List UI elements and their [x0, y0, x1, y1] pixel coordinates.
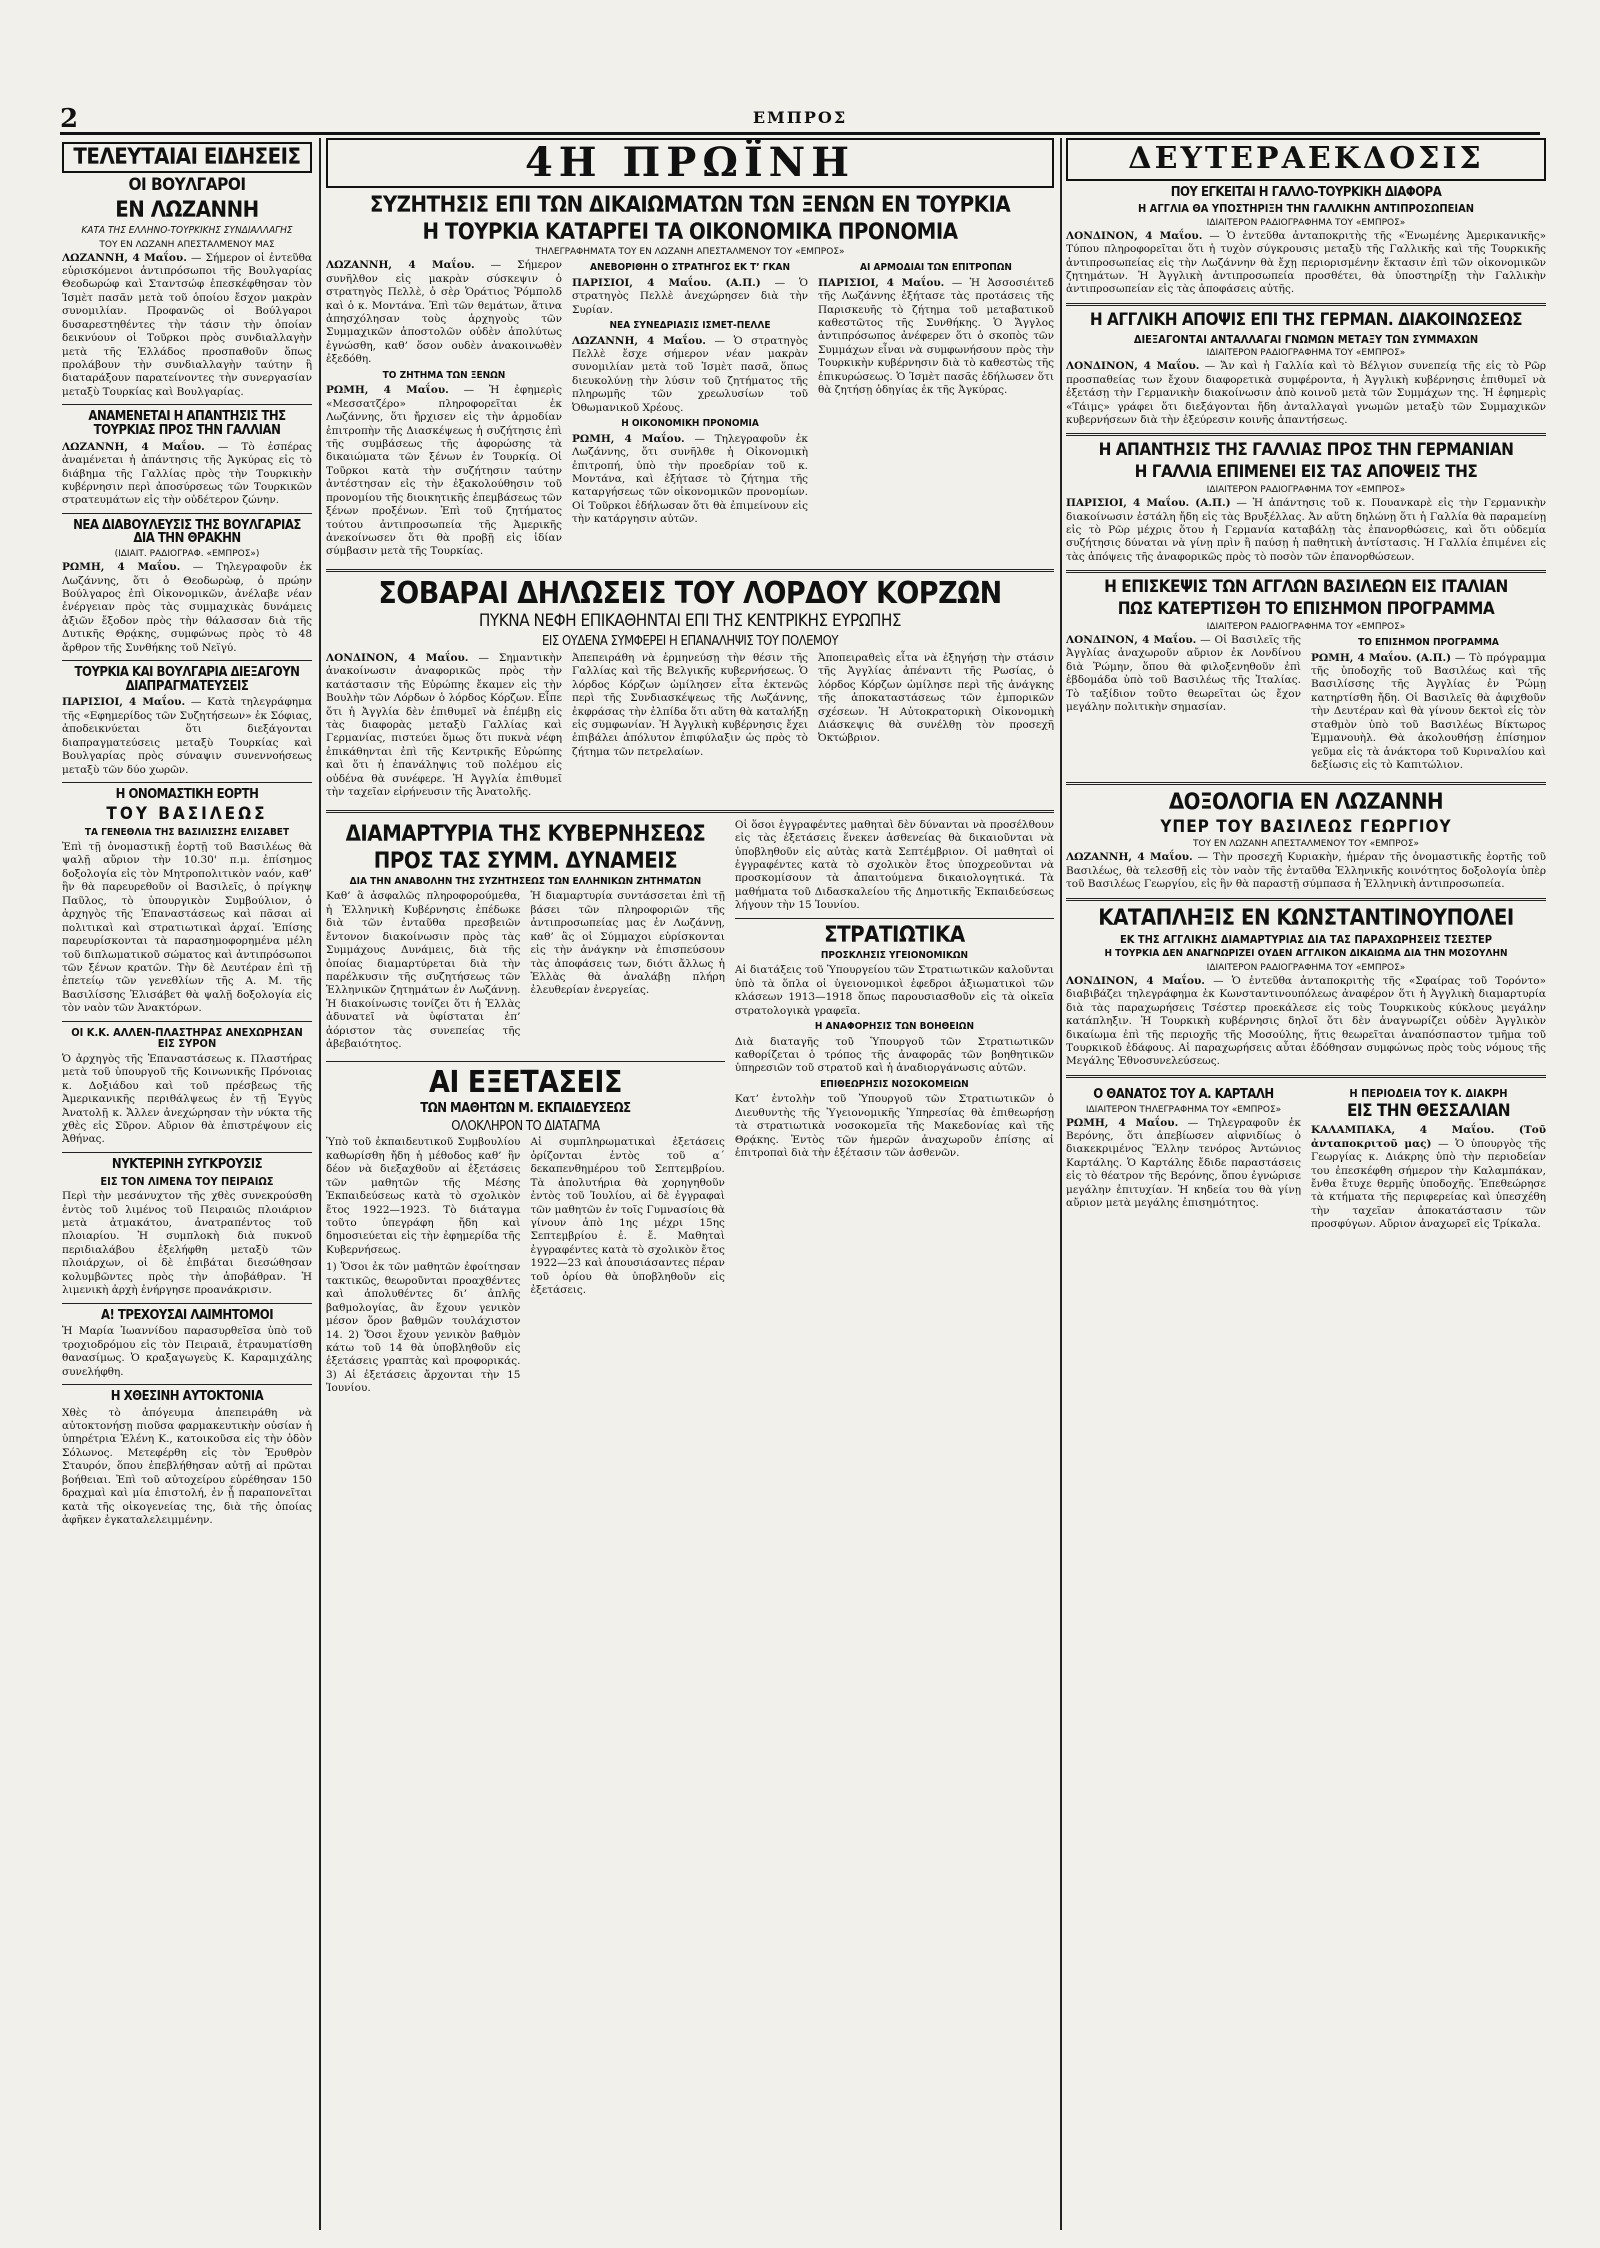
article-awaited-reply: [62, 410, 312, 507]
article-curzon: [326, 575, 1054, 804]
subheadline: ΤΟ ΖΗΤΗΜΑ ΤΩΝ ΞΕΝΩΝ: [382, 369, 506, 381]
article-text: Ἡ Μαρία Ἰωαννίδου παρασυρθεῖσα ὑπὸ τοῦ τροχιοδρόμου εἰς τὸν Πειραιᾶ, ἐτραυματίσθη θανασίμως. Ὁ κραξαγωγεὺς Κ. Καραμιχάλης συνελήφθη.: [62, 1325, 312, 1378]
paper-name: ΕΜΠΡΟΣ: [752, 108, 848, 127]
source-line: ΙΔΙΑΙΤΕΡΟΝ ΡΑΔΙΟΓΡΑΦΗΜΑ ΤΟΥ «ΕΜΠΡΟΣ»: [1206, 962, 1406, 973]
headline: Ο ΘΑΝΑΤΟΣ ΤΟΥ Α. ΚΑΡΤΑΛΗ: [1093, 1086, 1274, 1102]
divider: [735, 918, 1054, 919]
headline: ΠΩΣ ΚΑΤΕΡΤΙΣΘΗ ΤΟ ΕΠΙΣΗΜΟΝ ΠΡΟΓΡΑΜΜΑ: [1117, 599, 1495, 620]
subheadline: ΤΑ ΓΕΝΕΘΛΙΑ ΤΗΣ ΒΑΣΙΛΙΣΣΗΣ ΕΛΙΣΑΒΕΤ: [84, 826, 290, 838]
dateline: ΠΑΡΙΣΙΟΙ, 4 Μαΐου.: [62, 696, 186, 709]
section-header: ΤΕΛΕΥΤΑΙΑΙ ΕΙΔΗΣΕΙΣ: [62, 142, 312, 173]
headline: ΤΩΝ ΜΑΘΗΤΩΝ Μ. ΕΚΠΑΙΔΕΥΣΕΩΣ: [420, 1101, 631, 1117]
article-body: [1066, 1117, 1301, 1211]
divider: [1066, 433, 1546, 436]
divider: [62, 404, 312, 405]
dateline: ΡΩΜΗ, 4 Μαΐου.: [572, 432, 685, 445]
article-body: [572, 335, 808, 416]
subheadline: ΚΑΤΑ ΤΗΣ ΕΛΛΗΝΟ-ΤΟΥΡΚΙΚΗΣ ΣΥΝΔΙΑΛΛΑΓΗΣ: [81, 225, 293, 237]
article-body: [1066, 634, 1301, 772]
subheadline: Η ΤΟΥΡΚΙΑ ΔΕΝ ΑΝΑΓΝΩΡΙΖΕΙ ΟΥΔΕΝ ΑΓΓΛΙΚΟΝ ΔΙΚΑΙΩΜΑ ΔΙΑ ΤΗΝ ΜΟΣΟΥΛΗΝ: [1104, 948, 1508, 960]
article-text: 1) Ὅσοι ἐκ τῶν μαθητῶν ἐφοίτησαν τακτικῶς, θεωροῦνται προαχθέντες καὶ ἀπολυθέντες δι’ ἀπλῆς βαθμολογίας, ἂν ἔχουν γενικὸν μέσον ὅρον βαθμῶν τουλάχιστον 14. 2) Ὅσοι ἔχουν γενικὸν βαθμὸν κάτω τοῦ 14 θὰ ὑποβληθοῦν εἰς ἐξετάσεις γραπτὰς καὶ προφορικάς. 3) Αἱ ἐξετάσεις ἄρχονται τὴν 15 Ἰουνίου.: [326, 1261, 521, 1395]
article-night-collision: [62, 1158, 312, 1298]
dateline: ΛΩΖΑΝΝΗ, 4 Μαΐου.: [572, 334, 706, 347]
article-text: Περὶ τὴν μεσάνυχτον τῆς χθὲς συνεκρούσθη ἐντὸς τοῦ λιμένος τοῦ Πειραιῶς πλοιάριον μετὰ ἀτμακάτου, ἀνατραπέντος τοῦ πλοιαρίου. Ἡ συμπλοκὴ διὰ πυκνοῦ περιδιαλάβου ἐξελήφθη μεταξὺ τῶν πλοιάρχων, οἱ δὲ ἐπιβάται διεσώθησαν κολυμβῶντες πρὸς τὴν ἀποβάθραν. Ἡ λιμενικὴ ἀρχὴ ἐνήργησε προανάκρισιν.: [62, 1190, 312, 1297]
article-text: — Ἡ ἀπάντησις τοῦ κ. Πουανκαρὲ εἰς τὴν Γερμανικὴν διακοίνωσιν ἐστάλη ἤδη εἰς τὰς Βρυξέλλας. Ἀν αὕτη δηλώνῃ ὅτι ἡ Γαλλία θὰ παραμείνῃ εἰς τὸ Ρῶρ μέχρις ὅτου ἡ Γερμανία καταβάλῃ τὰς ἐπανορθώσεις, καὶ ὅτι οὐδεμία συζήτησις δύναται νὰ γίνῃ πρὶν ἢ παύσῃ ἡ παθητικὴ ἀντίστασις. Ἡ Γαλλία ἐπιμένει εἰς τὰς ἀπόψεις τῆς ἀναφορικῶς πρὸς τὸ ποσὸν τῶν ἐπανορθώσεων.: [1066, 497, 1546, 563]
article-doxology: [1066, 791, 1546, 891]
divider: [326, 1061, 725, 1062]
article-body: [326, 259, 562, 367]
headline: ΠΟΥ ΕΓΚΕΙΤΑΙ Η ΓΑΛΛΟ-ΤΟΥΡΚΙΚΗ ΔΙΑΦΟΡΑ: [1170, 184, 1442, 200]
headline: ΟΙ Κ.Κ. ΑΛΛΕΝ-ΠΛΑΣΤΗΡΑΣ ΑΝΕΧΩΡΗΣΑΝ ΕΙΣ ΣΥΡΟΝ: [71, 1025, 303, 1051]
dateline: ΠΑΡΙΣΙΟΙ, 4 Μαΐου.: [818, 276, 945, 289]
divider: [62, 513, 312, 514]
article-military: [735, 924, 1054, 1161]
article-text: — Κατὰ τηλεγράφημα τῆς «Εφημερίδος τῶν Συζητήσεων» ἐκ Σόφιας, ἀποδεικνύεται ὅτι διεξάγονται διαπραγματεύσεις μεταξὺ Τουρκίας καὶ Βουλγαρίας πρὸς σύναψιν συνεννοήσεως μεταξὺ τῶν δύο χωρῶν.: [62, 696, 312, 776]
lower-left: [326, 819, 725, 1400]
source-line: ΤΟΥ ΕΝ ΛΩΖΑΝΗ ΑΠΕΣΤΑΛΜΕΝΟΥ ΜΑΣ: [99, 239, 275, 250]
article-english-view: [1066, 309, 1546, 428]
article-text: — Ὁ ὑπουργὸς τῆς Γεωργίας κ. Διάκρης ὑπὸ τὴν περιοδείαν του ἐπεσκέφθη σήμερον τὴν Καλαμπάκαν, ἔνθα ἔτυχε θερμῆς ὑποδοχῆς. Ἐπεθεώρησε τὰ κτήματα τῆς περιφερείας καὶ ὑπεσχέθη τὴν ταχεῖαν ἀποκατάστασιν τῶν προσφύγων. Αὔριον ἀναχωρεῖ εἰς Τρίκαλα.: [1311, 1137, 1546, 1231]
article-body: [1311, 652, 1546, 773]
article-columns: [326, 259, 1054, 563]
article-body: [326, 652, 562, 800]
headline: ΑΝΑΜΕΝΕΤΑΙ Η ΑΠΑΝΤΗΣΙΣ ΤΗΣ ΤΟΥΡΚΙΑΣ ΠΡΟΣ ΤΗΝ ΓΑΛΛΙΑΝ: [88, 409, 286, 438]
headline: Η ΓΑΛΛΙΑ ΕΠΙΜΕΝΕΙ ΕΙΣ ΤΑΣ ΑΠΟΨΕΙΣ ΤΗΣ: [1134, 462, 1478, 483]
column-second-edition: [1066, 138, 1546, 2230]
subheadline: Η ΟΙΚΟΝΟΜΙΚΗ ΠΡΟΝΟΜΙΑ: [621, 418, 759, 430]
divider: [62, 1303, 312, 1304]
article-text: — Οἱ Βασιλεῖς τῆς Ἀγγλίας ἀναχωροῦν αὔριον ἐκ Λονδίνου διὰ Ῥώμην, ὅπου θὰ φιλοξενηθοῦν ἐπὶ ἑβδομάδα ὑπὸ τοῦ Βασιλέως τῆς Ἰταλίας. Τὸ ταξίδιον τοῦτο θεωρεῖται ὡς ἔχον μεγάλην πολιτικὴν σημασίαν.: [1066, 634, 1302, 714]
subheadline: Η ΑΓΓΛΙΑ ΘΑ ΥΠΟΣΤΗΡΙΞΗ ΤΗΝ ΓΑΛΛΙΚΗΝ ΑΝΤΙΠΡΟΣΩΠΕΙΑΝ: [1137, 202, 1475, 216]
article-text: — Τὴν προσεχῆ Κυριακὴν, ἡμέραν τῆς ὀνομαστικῆς ἑορτῆς τοῦ Βασιλέως, θὰ τελεσθῇ εἰς τὸν ναὸν τῆς ἐνταῦθα Ἑλληνικῆς κοινότητος δοξολογία ὑπὲρ τοῦ Βασιλέως Γεωργίου, εἰς ἣν θὰ παραστῇ σύμπασα ἡ Ἑλληνικὴ ἀντιπροσωπεία.: [1066, 851, 1546, 891]
article-foreigners-rights: [326, 194, 1054, 563]
column-divider: [319, 138, 321, 2230]
article-text: Χθὲς τὸ ἀπόγευμα ἀπεπειράθη νὰ αὐτοκτονήσῃ πιοῦσα φαρμακευτικὴν οὐσίαν ἡ ὑπηρέτρια Ἑλένη Κ., κατοικοῦσα εἰς τὴν ὁδὸν Σόλωνος. Μετεφέρθη εἰς τὸν Ἑρυθρὸν Σταυρόν, ὅπου ἐπεβλήθησαν αὐτῇ αἱ πρῶται βοήθειαι. Ἐπὶ τοῦ αὐτοχείρου εὑρέθησαν 150 δραχμαὶ καὶ μία ἐπιστολή, ἐν ᾗ παραπονεῖται κατὰ τῆς οἰκογενείας της, διὰ τῆς ὁποίας ἀφῆκεν ἐγκαταλελειμμένην.: [62, 1406, 312, 1527]
column-latest-news: [62, 138, 312, 2230]
article-column: [818, 259, 1054, 563]
subheadline: ΕΠΙΘΕΩΡΗΣΙΣ ΝΟΣΟΚΟΜΕΙΩΝ: [820, 1078, 969, 1090]
article-text: — Σημαντικὴν ἀνακοίνωσιν ἀναφορικῶς πρὸς τὴν κατάστασιν τῆς Εὐρώπης ἔκαμεν εἰς τὴν Βουλὴν τῶν Λόρδων ὁ λόρδος Κόρζων. Εἶπε ὅτι ἡ Ἀγγλία δὲν ἐπιθυμεῖ νὰ ἐπέμβῃ εἰς τὰς διαφορὰς μεταξὺ Γαλλίας καὶ Γερμανίας, πιστεύει ὅμως ὅτι πυκνὰ νέφη ἐπικάθηνται ἐπὶ τῆς Κεντρικῆς Εὐρώπης καὶ ὅτι ἡ ἐπανάληψις τοῦ πολέμου εἰς οὐδένα θὰ συνέφερε. Ἡ Ἀγγλία ἐπιθυμεῖ τὴν ταχεῖαν εἰρήνευσιν τῆς Ἀνατολῆς.: [326, 651, 563, 799]
article-text: Ἡ διαμαρτυρία συντάσσεται ἐπὶ τῇ βάσει τῶν πληροφοριῶν τῆς ἀντιπροσωπείας μας ἐν Λωζάννῃ, καθ’ ἃς οἱ Σύμμαχοι εὑρίσκονται εἰς τὴν ἀνάγκην νὰ ἐπισπεύσουν τὰς ἀποφάσεις των, διότι ἄλλως ἡ Ἑλλὰς θὰ ἀναλάβῃ πλήρη ἐλευθερίαν ἐνεργείας.: [530, 890, 725, 997]
article-text: — Σήμερον οἱ ἐντεῦθα εὑρισκόμενοι ἀντιπρόσωποι τῆς Βουλγαρίας Θεοδωρώφ καὶ Σταντσώφ ἐπεσκέφθησαν τὸν Ἰσμὲτ πασᾶν μετὰ τοῦ ὁποίου ἔσχον μακρὰν συνομιλίαν. Προφανῶς οἱ Βούλγαροι δυσαρεστηθέντες τὴν τάσιν τὴν ὁποίαν δεικνύουν οἱ Τοῦρκοι πρὸς συνδιαλλαγὴν μετὰ τῆς Ἑλλάδος προσπαθοῦν ὅπως προλάβουν τὴν συνδιαλλαγὴν ταύτην ἢ διαταράξουν παρατείνοντες τὴν συνεργασίαν μεταξὺ Τουρκίας καὶ Βουλγαρίας.: [62, 251, 312, 398]
headline: ΝΕΑ ΔΙΑΒΟΥΛΕΥΣΙΣ ΤΗΣ ΒΟΥΛΓΑΡΙΑΣ ΔΙΑ ΤΗΝ ΘΡΑΚΗΝ: [73, 517, 301, 547]
article-text: Ὁ ἀρχηγὸς τῆς Ἐπαναστάσεως κ. Πλαστήρας μετὰ τοῦ ὑπουργοῦ τῆς Κοινωνικῆς Πρόνοιας κ. Δοξιάδου καὶ τοῦ πρέσβεως τῆς Ἀμερικανικῆς περιθάλψεως ἐν τῇ Ἐγγὺς Ἀνατολῇ κ. Ἄλλεν ἀνεχώρησαν τὴν νύκτα τῆς χθὲς εἰς Σῦρον. Αὔριον θὰ ἐπιστρέψουν εἰς Ἀθήνας.: [62, 1052, 312, 1146]
dateline: ΡΩΜΗ, 4 Μαΐου. (Α.Π.): [1311, 651, 1452, 664]
article-body: [572, 277, 808, 317]
article-text: Κατ’ ἐντολὴν τοῦ Ὑπουργοῦ τῶν Στρατιωτικῶν ὁ Διευθυντὴς τῆς Ὑγειονομικῆς Ὑπηρεσίας θὰ ἐπιθεωρήσῃ τὰ στρατιωτικὰ νοσοκομεῖα τῆς Μακεδονίας καὶ τῆς Θρᾴκης. Ἐντὸς τῶν ἡμερῶν ἀναχωροῦν ἐπίσης αἱ ἐπιτροπαὶ διὰ τὴν ἐξέτασιν τῶν ἀσθενῶν.: [734, 1093, 1054, 1160]
divider: [326, 810, 1054, 813]
divider: [62, 1021, 312, 1022]
headline: ΔΟΞΟΛΟΓΙΑ ΕΝ ΛΩΖΑΝΝΗ: [1168, 790, 1444, 816]
headline: ΣΥΖΗΤΗΣΙΣ ΕΠΙ ΤΩΝ ΔΙΚΑΙΩΜΑΤΩΝ ΤΩΝ ΞΕΝΩΝ ΕΝ ΤΟΥΡΚΙΑ: [369, 193, 1011, 218]
article-text: — Τηλεγραφοῦν ἐκ Βερόνης, ὅτι ἀπεβίωσεν αἰφνιδίως ὁ διακεκριμένος Ἕλλην τενόρος Ἀντώνιος Καρτάλης. Ὁ Καρτάλης ἔδιδε παραστάσεις εἰς τὸ θέατρον τῆς Βερόνης, ὅπου ἐγνώρισε μεγάλην ἐπιτυχίαν. Ἡ κηδεία του θὰ γίνῃ αὔριον μετὰ μεγάλης ἐπισημότητος.: [1066, 1116, 1301, 1210]
article-turkey-bulgaria: [62, 666, 312, 777]
article-text: Αἱ συμπληρωματικαὶ ἐξετάσεις ὁρίζονται ἐντὸς τοῦ α΄ δεκαπενθημέρου τοῦ Σεπτεμβρίου. Τὰ ἀπολυτήρια θὰ χορηγηθοῦν ἐντὸς τοῦ Ἰουλίου, αἱ δὲ ἐγγραφαὶ τῶν μαθητῶν ἐν τοῖς Γυμνασίοις θὰ γίνουν ἀπὸ 1ης μέχρι 15ης Σεπτεμβρίου ἐ. ἔ. Μαθηταὶ ἐγγραφέντες κατὰ τὸ σχολικὸν ἔτος 1922—23 καὶ ἀπουσιάσαντες πέραν τοῦ ὁρίου θὰ ὑποβληθοῦν εἰς ἐξετάσεις.: [530, 1136, 725, 1297]
article-body: [1066, 360, 1546, 427]
article-body: [326, 384, 562, 559]
column-morning-edition: [326, 138, 1054, 2230]
subheadline: ΝΕΑ ΣΥΝΕΔΡΙΑΣΙΣ ΙΣΜΕΤ-ΠΕΛΛΕ: [609, 320, 771, 331]
article-text: — Ἄν καὶ ἡ Γαλλία καὶ τὸ Βέλγιον συνεπείᾳ τῆς εἰς τὸ Ρῶρ προσπαθείας των ἔχουν διαφορετικὰ συμφέροντα, ἡ Ἀγγλικὴ κυβέρνησις ἐπιθυμεῖ νὰ ἐξετάσῃ τὴν Γερμανικὴν διακοίνωσιν ἀπὸ κοινοῦ μετὰ τῶν Συμμάχων της. Ἡ ἐφημερὶς «Τάιμς» γράφει ὅτι διεξάγονται ἤδη ἀνταλλαγαὶ γνωμῶν μεταξὺ τῶν Συμμαχικῶν κυβερνήσεων διὰ τὴν ἐξεύρεσιν κοινῆς ἀπαντήσεως.: [1066, 360, 1546, 427]
article-column: [326, 259, 562, 563]
article-text: — Σήμερον συνῆλθον εἰς μακρὰν σύσκεψιν ὁ στρατηγὸς Πελλὲ, ὁ σὲρ Ὁράτιος Ῥόμπολδ καὶ ὁ κ. Μοντάνα. Ἐπὶ τῶν θεμάτων, ἅτινα ἀπησχόλησαν τοὺς ἀρχηγοὺς τῶν Συμμαχικῶν ἀποστολῶν οὐδὲν ἀπολύτως ἐγνώσθη, καθ’ ὅσον ουδὲν ἀνακοινωθὲν ἐξεδόθη.: [326, 259, 562, 366]
dateline: ΛΟΝΔΙΝΟΝ, 4 Μαΐου.: [326, 651, 469, 664]
source-line: ΤΟΥ ΕΝ ΛΩΖΑΝΗ ΑΠΕΣΤΑΛΜΕΝΟΥ ΤΟΥ «ΕΜΠΡΟΣ»: [1192, 839, 1420, 850]
article-exams: [326, 1064, 725, 1400]
article-text: — Τὸ ἐσπέρας ἀναμένεται ἡ ἀπάντησις τῆς Ἀγκύρας εἰς τὸ διάβημα τῆς Γαλλίας πρὸς τὴν Τουρκικὴν κυβέρνησιν περὶ ἀποσύρσεως τῶν Τουρκικῶν στρατευμάτων εἰς τὴν οὐδέτερον ζώνην.: [62, 440, 312, 507]
article-text: — Ἡ Ἀσσοσιέιτεδ τῆς Λωζάννης ἐξήτασε τὰς προτάσεις τῆς Παρισκευῆς τὸ ζήτημα τοῦ μεταβατικοῦ καθεστῶτος τῆς Συνθήκης. Ὁ Ἄγγλος ἀντιπρόσωπος ἀνέφερεν ὅτι ὁ σκοπὸς τῶν Συμμάχων εἶναι νὰ συμφωνήσουν πρὸς τὴν Τουρκικὴν κυβέρνησιν διὰ τὸ καθεστὼς τῆς ἐπικυρώσεως. Ὁ Ἰσμὲτ πασᾶς ἐδήλωσεν ὅτι θὰ ζητήσῃ ὁδηγίας ἐκ τῆς Ἀγκύρας.: [818, 276, 1054, 397]
headline: ΤΟΥ ΒΑΣΙΛΕΩΣ: [106, 803, 268, 824]
page-number: 2: [60, 104, 79, 134]
dateline: ΛΟΝΔΙΝΟΝ, 4 Μαΐου.: [1066, 974, 1205, 987]
headline: ΕΙΣ ΤΗΝ ΘΕΣΣΑΛΙΑΝ: [1346, 1101, 1511, 1122]
article-allen: [62, 1027, 312, 1147]
article-nameday: [62, 788, 312, 1016]
article-body: [572, 433, 808, 527]
subheadline: ΠΡΟΣΚΛΗΣΙΣ ΥΓΕΙΟΝΟΜΙΚΩΝ: [820, 949, 969, 961]
article-bulgars: [62, 177, 312, 399]
article-text: — Ἡ ἐφημερὶς «Μεσσατζέρο» πληροφορεῖται ἐκ Λωζάννης, ὅτι ἤρχισεν εἰς τὴν ἁρμοδίαν ἐπιτροπὴν τῆς Διασκέψεως ἡ συζήτησις ἐπὶ τῆς συμβάσεως τῆς ἀφορώσης τὰ δικαιώματα τῶν ξένων ἐν Τουρκίᾳ. Οἱ Τοῦρκοι κατὰ τὴν συζήτησιν ταύτην ἀντέστησαν εἰς τὴν ἐξακολούθησιν τοῦ προνομίου τῆς διοικητικῆς ἐπεμβάσεως τῶν ξένων προξένων. Ἐπὶ τοῦ ζητήματος τούτου ἀντιπροσωπεία τῆς Ἀμερικῆς ἀνεκοίνωσεν ὅτι θὰ προβῇ εἰς ἰδίαν σύμβασιν μετὰ τῆς Τουρκίας.: [326, 384, 562, 558]
article-government-protest: [326, 823, 725, 1056]
column-divider: [1060, 138, 1062, 2230]
dateline: ΛΟΝΔΙΝΟΝ, 4 Μαΐου.: [1066, 360, 1200, 373]
divider: [1066, 1075, 1546, 1078]
source-line: ΙΔΙΑΙΤΕΡΟΝ ΡΑΔΙΟΓΡΑΦΗΜΑ ΤΟΥ «ΕΜΠΡΟΣ»: [1206, 217, 1406, 228]
subheadline: ΕΙΣ ΟΥΔΕΝΑ ΣΥΜΦΕΡΕΙ Η ΕΠΑΝΑΛΗΨΙΣ ΤΟΥ ΠΟΛΕΜΟΥ: [542, 634, 838, 650]
article-body: [62, 252, 312, 400]
headline: Η ΧΘΕΣΙΝΗ ΑΥΤΟΚΤΟΝΙΑ: [110, 1388, 264, 1404]
headline: ΝΥΚΤΕΡΙΝΗ ΣΥΓΚΡΟΥΣΙΣ: [111, 1156, 263, 1172]
masthead-rule: [60, 132, 1540, 135]
headline: ΥΠΕΡ ΤΟΥ ΒΑΣΙΛΕΩΣ ΓΕΩΡΓΙΟΥ: [1160, 816, 1452, 837]
article-body: [818, 277, 1054, 398]
article-body: [1066, 975, 1546, 1069]
article-robbers: [62, 1309, 312, 1379]
subheadline: ΕΙΣ ΤΟΝ ΛΙΜΕΝΑ ΤΟΥ ΠΕΙΡΑΙΩΣ: [100, 1174, 274, 1188]
subheadline: ΔΙΕΞΑΓΟΝΤΑΙ ΑΝΤΑΛΛΑΓΑΙ ΓΝΩΜΩΝ ΜΕΤΑΞΥ ΤΩΝ ΣΥΜΜΑΧΩΝ: [1133, 332, 1479, 346]
divider: [62, 782, 312, 783]
dateline: ΡΩΜΗ, 4 Μαΐου.: [62, 561, 181, 574]
bottom-articles: [1066, 1084, 1546, 1236]
divider: [1066, 570, 1546, 573]
headline: Η ΤΟΥΡΚΙΑ ΚΑΤΑΡΓΕΙ ΤΑ ΟΙΚΟΝΟΜΙΚΑ ΠΡΟΝΟΜΙΑ: [422, 220, 958, 246]
article-columns: [326, 652, 1054, 804]
headline: Η ΕΠΙΣΚΕΨΙΣ ΤΩΝ ΑΓΓΛΩΝ ΒΑΣΙΛΕΩΝ ΕΙΣ ΙΤΑΛΙΑΝ: [1104, 577, 1508, 598]
article-text: Οἱ ὅσοι ἐγγραφέντες μαθηταὶ δὲν δύνανται νὰ προσέλθουν εἰς τὰς ἐξετάσεις ἕνεκεν ἀσθενείας θὰ δικαιοῦνται νὰ ὑποβληθοῦν εἰς αὐτὰς κατὰ Σεπτέμβριον. Οἱ μαθηταὶ οἱ ἐγγραφέντες κατὰ τὸ σχολικὸν ἔτος ὑποχρεοῦνται νὰ προσκομίσουν τὰ ἀπαιτούμενα δικαιολογητικά. Τὰ μαθήματα τοῦ Διδασκαλείου τῆς Δημοτικῆς Ἐκπαιδεύσεως λήγουν τὴν 15 Ἰουνίου.: [734, 818, 1054, 912]
article-text: Καθ’ ἃ ἀσφαλῶς πληροφορούμεθα, ἡ Ἑλληνικὴ Κυβέρνησις ἐπέδωκε διὰ τῶν ἐνταῦθα πρεσβειῶν ἔντονον διακοίνωσιν πρὸς τὰς Συμμάχους Δυνάμεις, διὰ τῆς ὁποίας διαμαρτύρεται διὰ τὴν παρέλκυσιν τῆς συζητήσεως τῶν Ἑλληνικῶν ζητημάτων ἐν Λωζάννῃ. Ἡ διακοίνωσις τονίζει ὅτι ἡ Ἑλλὰς ἀδυνατεῖ νὰ ὑφίσταται ἐπ’ ἀόριστον τὰς συνεπείας τῆς ἀβεβαιότητος.: [326, 890, 521, 1051]
article-text: Ὑπὸ τοῦ ἐκπαιδευτικοῦ Συμβουλίου καθωρίσθη ἤδη ἡ μέθοδος καθ’ ἣν δέον νὰ διεξαχθοῦν αἱ ἐξετάσεις τῶν μαθητῶν τῆς Μέσης Ἐκπαιδεύσεως κατὰ τὸ σχολικὸν ἔτος 1922—1923. Τὸ διάταγμα τοῦτο ὑπεγράφη ἤδη καὶ δημοσιεύεται εἰς τὴν ἐφημερίδα τῆς Κυβερνήσεως.: [326, 1136, 521, 1256]
edition-banner: ΔΕΥΤΕΡΑΕΚΔΟΣΙΣ: [1066, 138, 1546, 181]
edition-banner: 4Η ΠΡΩΪΝΗ: [326, 138, 1054, 188]
dateline: ΠΑΡΙΣΙΟΙ, 4 Μαΐου. (Α.Π.): [572, 276, 761, 289]
article-thessaly: [1311, 1084, 1546, 1236]
article-body: [1066, 230, 1546, 297]
divider: [1066, 898, 1546, 901]
article-kartali: [1066, 1084, 1301, 1236]
article-constantinople: [1066, 907, 1546, 1069]
headline: Α! ΤΡΕΧΟΥΣΑΙ ΛΑΙΜΗΤΟΜΟΙ: [100, 1307, 274, 1323]
subheadline: ΤΟ ΕΠΙΣΗΜΟΝ ΠΡΟΓΡΑΜΜΑ: [1358, 637, 1499, 649]
article-text: — Τὸ πρόγραμμα τῆς ὑποδοχῆς τοῦ Βασιλέως καὶ τῆς Βασιλίσσης τῆς Ἀγγλίας ἐν Ῥώμῃ κατηρτίσθη ἤδη. Οἱ Βασιλεῖς θὰ ἀφιχθοῦν τὴν Δευτέραν καὶ θὰ γίνουν δεκτοὶ εἰς τὸν σταθμὸν ὑπὸ τοῦ Βασιλέως Βίκτωρος Ἐμμανουὴλ. Θὰ ἀκολουθήσῃ ἐπίσημον γεῦμα εἰς τὰ ἀνάκτορα τοῦ Κυριναλίου καὶ δεξίωσις εἰς τὸ Καπιτώλιον.: [1311, 651, 1546, 772]
headline: ΣΟΒΑΡΑΙ ΔΗΛΩΣΕΙΣ ΤΟΥ ΛΟΡΔΟΥ ΚΟΡΖΩΝ: [378, 575, 1002, 611]
lower-right: [735, 819, 1054, 1400]
headline: Η ΟΝΟΜΑΣΤΙΚΗ ΕΟΡΤΗ: [115, 787, 259, 803]
divider: [1066, 782, 1546, 785]
headline: ΠΡΟΣ ΤΑΣ ΣΥΜΜ. ΔΥΝΑΜΕΙΣ: [373, 848, 678, 874]
article-text: — Ὁ στρατηγὸς Πελλὲ ἔσχε σήμερον νέαν μακρὰν συνομιλίαν μετὰ τοῦ Ἰσμὲτ πασᾶ, ὅπως διευκολύνῃ τὴν λύσιν τοῦ ζητήματος τῆς πληρωμῆς τῶν χρεωλυσίων τοῦ Ὀθωμανικοῦ Χρέους.: [572, 334, 809, 414]
dateline: ΛΟΝΔΙΝΟΝ, 4 Μαΐου.: [1066, 229, 1203, 242]
article-body: [62, 441, 312, 508]
dateline: ΛΩΖΑΝΝΗ, 4 Μαΐου.: [326, 259, 475, 272]
dateline: ΛΩΖΑΝΝΗ, 4 Μαΐου.: [62, 251, 187, 264]
article-column: [1311, 634, 1546, 776]
headline: Η ΠΕΡΙΟΔΕΙΑ ΤΟΥ Κ. ΔΙΑΚΡΗ: [1349, 1086, 1508, 1100]
headline: ΕΝ ΛΩΖΑΝΝΗ: [115, 197, 259, 223]
article-text: — Τηλεγραφοῦν ἐκ Λωζάννης, ὅτι ὁ Θεοδωρὼφ, ὁ πρώην Βούλγαρος ἐπὶ Οἰκονομικῶν, ἀνέλαβε νέαν ἐνέργειαν πρὸς τὰς συμμαχικὰς δυνάμεις ἀξιῶν ἔξοδον πρὸς τὴν θάλασσαν διὰ τῆς Δυτικῆς Θρᾴκης, συμφώνως πρὸς τὸ 48 ἄρθρον τῆς Συνθήκης τοῦ Νεϊγύ.: [62, 561, 312, 654]
dateline: ΛΟΝΔΙΝΟΝ, 4 Μαΐου.: [1066, 634, 1197, 647]
source-line: (ΙΔΙΑΙΤ. ΡΑΔΙΟΓΡΑΦ. «ΕΜΠΡΟΣ»): [114, 549, 260, 560]
headline: Η ΑΓΓΛΙΚΗ ΑΠΟΨΙΣ ΕΠΙ ΤΗΣ ΓΕΡΜΑΝ. ΔΙΑΚΟΙΝΩΣΕΩΣ: [1089, 309, 1523, 330]
article-suicide: [62, 1390, 312, 1528]
headline: Η ΑΠΑΝΤΗΣΙΣ ΤΗΣ ΓΑΛΛΙΑΣ ΠΡΟΣ ΤΗΝ ΓΕΡΜΑΝΙΑΝ: [1098, 440, 1514, 461]
divider: [1066, 303, 1546, 306]
subheadline: ΑΙ ΑΡΜΟΔΙΑΙ ΤΩΝ ΕΠΙΤΡΟΠΩΝ: [860, 262, 1012, 274]
article-text: — Ὁ ἐντεῦθα ἀνταποκριτὴς τῆς «Ἑνωμένης Ἀμερικανικῆς» Τύπου πληροφορεῖται ὅτι ἡ τυχὸν σύγκρουσις μεταξὺ τῆς Γαλλικῆς καὶ τῆς Τουρκικῆς ἀντιπροσωπείας εἰς τὴν Λωζάννην θὰ ἔχῃ περιορισμένην ἔκτασιν ἐπὶ τῶν οἰκονομικῶν ζητημάτων. Ἡ Ἀγγλικὴ ἀντιπροσωπεία προσθέτει, θὰ ὑποστηρίξῃ τὴν Γαλλικὴν ἀντιπροσωπείαν εἰς τὰς ἀποφάσεις αὐτῆς.: [1066, 229, 1546, 296]
article-text: Διὰ διαταγῆς τοῦ Ὑπουργοῦ τῶν Στρατιωτικῶν καθορίζεται ὁ τρόπος τῆς ἀναφορᾶς τῶν βοηθητικῶν ὑπηρεσιῶν τοῦ στρατοῦ καὶ ἡ ἀναδιοργάνωσις αὐτῶν.: [734, 1035, 1054, 1075]
article-new-talks: [62, 519, 312, 655]
article-body: [1066, 497, 1546, 564]
headline: ΟΙ ΒΟΥΛΓΑΡΟΙ: [128, 175, 246, 196]
dateline: ΡΩΜΗ, 4 Μαΐου.: [1066, 1116, 1179, 1129]
dateline: ΛΩΖΑΝΝΗ, 4 Μαΐου.: [1066, 851, 1193, 864]
dateline: ΠΑΡΙΣΙΟΙ, 4 Μαΐου. (Α.Π.): [1066, 497, 1231, 510]
divider: [62, 1384, 312, 1385]
subheadline: Η ΑΝΑΦΟΡΗΣΙΣ ΤΩΝ ΒΟΗΘΕΙΩΝ: [814, 1021, 974, 1033]
article-franco-turkish: [1066, 186, 1546, 297]
article-text: — Ὁ ἐντεῦθα ἀνταποκριτὴς τῆς «Σφαίρας τοῦ Τορόντο» διαβιβάζει τηλεγράφημα ἐκ Κωνσταντινουπόλεως ἀναφέρον ὅτι ἡ Ἀγγλικὴ διαμαρτυρία διὰ τὰς παραχωρήσεις Τσέστερ προεκάλεσε εἰς τοὺς Τουρκικοὺς κύκλους μεγάλην κατάπληξιν. Ἡ Τουρκικὴ κυβέρνησις δηλοῖ ὅτι δὲν ἀναγνωρίζει οὐδὲν Ἀγγλικὸν δικαίωμα ἐπὶ τῆς περιοχῆς τῆς Μοσούλης, ἥτις θεωρεῖται ἀναπόσπαστον τμῆμα τοῦ Τουρκικοῦ ἐδάφους. Αἱ παραχωρήσεις αὗται ἐδόθησαν συμφώνως πρὸς τοὺς νόμους τῆς Μεγάλης Ἐθνοσυνελεύσεως.: [1066, 974, 1546, 1068]
article-text: Ἐπὶ τῇ ὀνομαστικῇ ἑορτῇ τοῦ Βασιλέως θὰ ψαλῇ αὔριον τὴν 10.30' π.μ. ἐπίσημος δοξολογία εἰς τὸν Μητροπολιτικὸν ναόν, καθ’ ἣν θὰ παρευρεθοῦν οἱ Βασιλεῖς, ὁ πρίγκηψ Παῦλος, τὸ ὑπουργικὸν Συμβούλιον, ὁ ἀρχηγὸς τῆς Ἐπαναστάσεως καὶ πᾶσαι αἱ πολιτικαὶ καὶ στρατιωτικαὶ ἀρχαί. Ἐπίσης παρευρίσκονται τὰ παρασημοφορημένα μέλη τοῦ διπλωματικοῦ σώματος καὶ ἀντιπρόσωποι τῶν ξένων κρατῶν. Τὴν δὲ Δευτέραν ἐπὶ τῇ ἐπετείῳ τῶν γενεθλίων τῆς Α. Μ. τῆς Βασιλίσσης Ἐλισάβετ θὰ ψαλῇ δοξολογία εἰς τὸν ναὸν τῶν Ἀνακτόρων.: [62, 841, 312, 1015]
source-line: ΙΔΙΑΙΤΕΡΟΝ ΡΑΔΙΟΓΡΑΦΗΜΑ ΤΟΥ «ΕΜΠΡΟΣ»: [1206, 622, 1406, 633]
source-line: ΙΔΙΑΙΤΕΡΟΝ ΤΗΛΕΓΡΑΦΗΜΑ ΤΟΥ «ΕΜΠΡΟΣ»: [1085, 1104, 1282, 1115]
dateline: ΛΩΖΑΝΝΗ, 4 Μαΐου.: [62, 440, 205, 453]
article-text: — Ὁ στρατηγὸς Πελλὲ ἀνεχώρησεν διὰ τὴν Συρίαν.: [572, 276, 808, 316]
subheadline: ΔΙΑ ΤΗΝ ΑΝΑΒΟΛΗΝ ΤΗΣ ΣΥΖΗΤΗΣΕΩΣ ΤΩΝ ΕΛΛΗΝΙΚΩΝ ΖΗΤΗΜΑΤΩΝ: [349, 875, 702, 887]
article-columns: [1066, 634, 1546, 776]
dateline: ΡΩΜΗ, 4 Μαΐου.: [326, 384, 449, 397]
subheadline: ΟΛΟΚΛΗΡΟΝ ΤΟ ΔΙΑΤΑΓΜΑ: [451, 1118, 600, 1134]
headline: ΑΙ ΕΞΕΤΑΣΕΙΣ: [428, 1064, 622, 1100]
subheadline: ΠΥΚΝΑ ΝΕΦΗ ΕΠΙΚΑΘΗΝΤΑΙ ΕΠΙ ΤΗΣ ΚΕΝΤΡΙΚΗΣ ΕΥΡΩΠΗΣ: [478, 611, 902, 632]
source-line: ΙΔΙΑΙΤΕΡΟΝ ΡΑΔΙΟΓΡΑΦΗΜΑ ΤΟΥ «ΕΜΠΡΟΣ»: [1206, 485, 1406, 496]
subheadline: ΕΚ ΤΗΣ ΑΓΓΛΙΚΗΣ ΔΙΑΜΑΡΤΥΡΙΑΣ ΔΙΑ ΤΑΣ ΠΑΡΑΧΩΡΗΣΕΙΣ ΤΣΕΣΤΕΡ: [1119, 932, 1493, 946]
subheadline: ΑΝΕΒΟΡΙΘΗΗ Ο ΣΤΡΑΤΗΓΟΣ ΕΚ Τ’ ΓΚΑΝ: [590, 262, 790, 274]
article-text: Ἀποπειραθεὶς εἶτα νὰ ἐξηγήσῃ τὴν στάσιν τῆς Ἀγγλίας ἀπέναντι τῆς Ρωσίας, ὁ λόρδος Κόρζων ὡμίλησε περὶ τῆς ἀνάγκης τῆς ἀποκαταστάσεως τῶν ἐμπορικῶν σχέσεων. Ἡ Αὐτοκρατορικὴ Οἰκονομικὴ Διάσκεψις θὰ συνέλθῃ τὸν προσεχῆ Ὀκτώβριον.: [818, 651, 1054, 745]
article-column: [572, 259, 808, 563]
dateline: ΚΑΛΑΜΠΑΚΑ, 4 Μαΐου. (Τοῦ ἀνταποκριτοῦ μας): [1311, 1124, 1546, 1150]
divider: [62, 1152, 312, 1153]
source-line: ΙΔΙΑΙΤΕΡΟΝ ΡΑΔΙΟΓΡΑΦΗΜΑ ΤΟΥ «ΕΜΠΡΟΣ»: [1206, 348, 1406, 359]
article-column: [326, 1136, 520, 1399]
source-line: ΤΗΛΕΓΡΑΦΗΜΑΤΑ ΤΟΥ ΕΝ ΛΩΖΑΝΗ ΑΠΕΣΤΑΛΜΕΝΟΥ ΤΟΥ «ΕΜΠΡΟΣ»: [535, 247, 845, 258]
headline: ΔΙΑΜΑΡΤΥΡΙΑ ΤΗΣ ΚΥΒΕΡΝΗΣΕΩΣ: [345, 821, 706, 847]
article-columns: [326, 890, 725, 1055]
article-french-reply: [1066, 442, 1546, 564]
article-text: — Τηλεγραφοῦν ἐκ Λωζάννης, ὅτι συνῆλθε ἡ Οἰκονομικὴ ἐπιτροπή, ὑπὸ τὴν προεδρίαν τοῦ κ. Μοντάνα, καὶ ἐξήτασε τὸ ζήτημα τῆς καταργήσεως τῶν οἰκονομικῶν προνομίων. Οἱ Τοῦρκοι ἐδήλωσαν ὅτι θὰ ἐπιμείνουν εἰς τὴν κατάργησιν αὐτῶν.: [572, 432, 808, 526]
article-royal-visit: [1066, 579, 1546, 776]
divider: [326, 569, 1054, 572]
article-body: [62, 696, 312, 777]
headline: ΚΑΤΑΠΛΗΞΙΣ ΕΝ ΚΩΝΣΤΑΝΤΙΝΟΥΠΟΛΕΙ: [1098, 905, 1514, 931]
article-body: [1311, 1124, 1546, 1232]
headline: ΣΤΡΑΤΙΩΤΙΚΑ: [824, 922, 965, 948]
article-body: [62, 561, 312, 655]
article-text: Αἱ διατάξεις τοῦ Ὑπουργείου τῶν Στρατιωτικῶν καλοῦνται ὑπὸ τὰ ὅπλα οἱ ὑγειονομικοὶ ἐφεδροι ἀξιωματικοὶ τῶν κλάσεων 1913—1918 ὅπως παρουσιασθοῦν εἰς τὰ οἰκεῖα στρατολογικὰ γραφεῖα.: [734, 964, 1054, 1017]
masthead: [60, 104, 1540, 134]
article-text: Ἀπεπειράθη νὰ ἑρμηνεύσῃ τὴν θέσιν τῆς Γαλλίας καὶ τῆς Βελγικῆς κυβερνήσεως. Ὁ λόρδος Κόρζων ὡμίλησεν εἶτα ἐκτενῶς περὶ τῆς Συνδιασκέψεως τῆς Λωζάννης, ἐκφράσας τὴν ἐλπίδα ὅτι αὕτη θὰ καταλήξῃ εἰς συμφωνίαν. Ἡ Ἀγγλικὴ κυβέρνησις ἔχει ἐπιβάλει ἀπόλυτον ἐπιφύλαξιν ὡς πρὸς τὸ ζήτημα τῶν πετρελαίων.: [572, 651, 808, 758]
lower-articles: [326, 819, 1054, 1400]
headline: ΤΟΥΡΚΙΑ ΚΑΙ ΒΟΥΛΓΑΡΙΑ ΔΙΕΞΑΓΟΥΝ ΔΙΑΠΡΑΓΜΑΤΕΥΣΕΙΣ: [74, 665, 300, 694]
divider: [62, 660, 312, 661]
article-columns: [326, 1136, 725, 1399]
article-body: [1066, 851, 1546, 891]
